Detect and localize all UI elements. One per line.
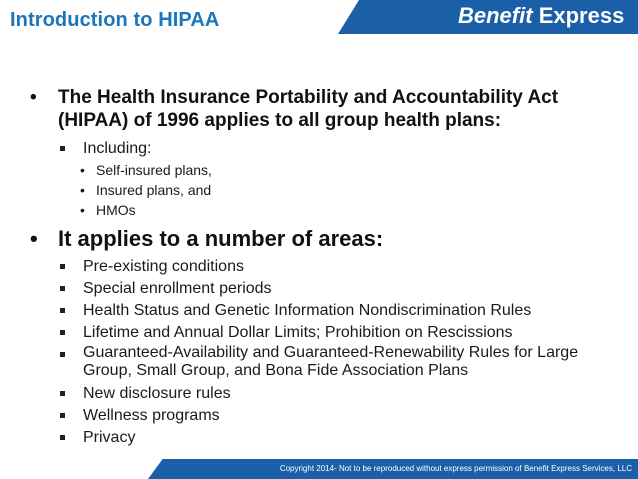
area-item <box>30 300 630 321</box>
area-item <box>30 427 630 448</box>
square-bullet-icon <box>60 308 65 313</box>
area-item <box>30 383 630 404</box>
area-item <box>30 278 630 299</box>
square-bullet-icon <box>60 264 65 269</box>
square-bullet-icon <box>60 435 65 440</box>
square-bullet-icon <box>60 330 65 335</box>
plan-type-text: HMOs <box>96 202 136 218</box>
area-text: New disclosure rules <box>83 385 231 402</box>
area-text: Guaranteed-Availability and Guaranteed-Renewability Rules for Large Group, Small Group, and Bona Fide Association Plans <box>83 344 579 379</box>
bullet-icon: • <box>30 87 37 108</box>
bullet-icon: • <box>80 162 85 178</box>
area-text: Wellness programs <box>83 407 220 424</box>
plan-type-item <box>30 201 630 219</box>
plan-type-item <box>30 161 630 179</box>
bullet-text: The Health Insurance Portability and Accountability Act (HIPAA) of 1996 applies to all group health plans: <box>58 87 559 131</box>
area-text: Health Status and Genetic Information Nondiscrimination Rules <box>83 302 532 319</box>
bullet-icon: • <box>80 202 85 218</box>
square-bullet-icon <box>60 352 65 357</box>
sub-bullet-text: Including: <box>83 140 152 157</box>
square-bullet-icon <box>60 413 65 418</box>
bullet-icon: • <box>30 226 38 251</box>
logo-word-benefit: Benefit <box>458 3 533 28</box>
area-item <box>30 405 630 426</box>
area-item <box>30 344 630 380</box>
plan-type-text: Insured plans, and <box>96 182 212 198</box>
square-bullet-icon <box>60 286 65 291</box>
square-bullet-icon <box>60 391 65 396</box>
copyright-notice: Copyright 2014- Not to be reproduced without express permission of Benefit Express Services, LLC <box>279 464 632 473</box>
plan-type-item <box>30 181 630 199</box>
plan-type-text: Self-insured plans, <box>96 162 212 178</box>
area-text: Special enrollment periods <box>83 280 272 297</box>
brand-logo <box>458 3 624 29</box>
area-text: Privacy <box>83 429 136 446</box>
area-text: Lifetime and Annual Dollar Limits; Prohibition on Rescissions <box>83 324 513 341</box>
area-item <box>30 256 630 277</box>
bullet-item-hipaa <box>30 86 630 132</box>
header-bar <box>0 0 638 44</box>
bullet-icon: • <box>80 182 85 198</box>
slide-body <box>30 86 630 448</box>
sub-bullet-including <box>30 138 630 159</box>
square-bullet-icon <box>60 146 65 151</box>
area-item <box>30 322 630 343</box>
logo-word-express: Express <box>538 3 625 28</box>
slide-title: Introduction to HIPAA <box>10 9 220 31</box>
bullet-text: It applies to a number of areas: <box>58 226 384 251</box>
area-text: Pre-existing conditions <box>83 258 244 275</box>
bullet-item-areas <box>30 226 630 252</box>
